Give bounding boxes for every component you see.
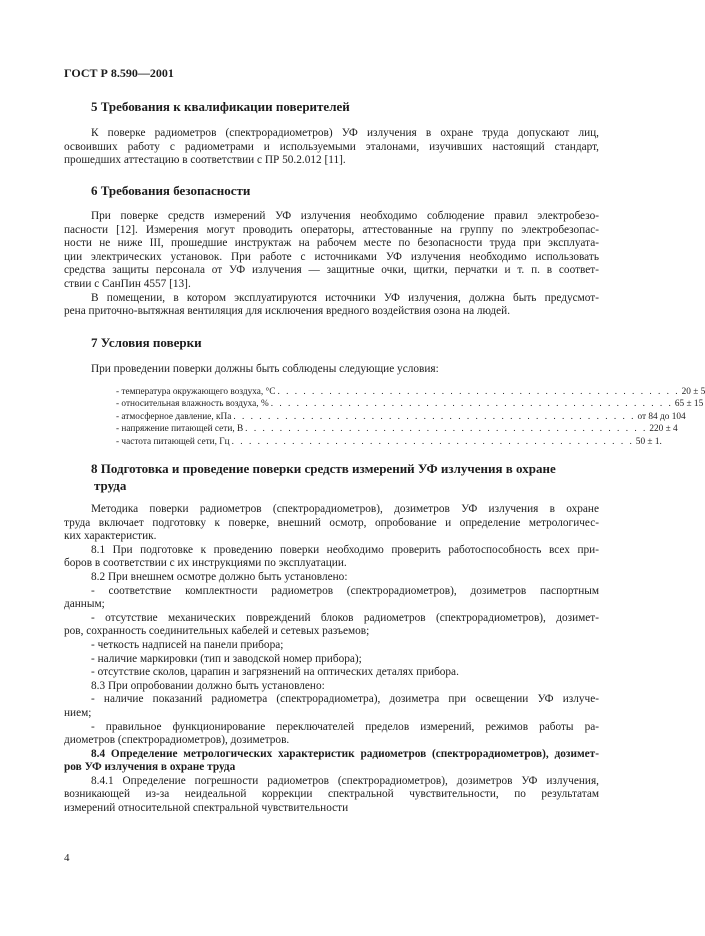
section-7-intro bbox=[64, 363, 599, 377]
condition-value: 65 ± 15 bbox=[674, 399, 704, 410]
condition-value: 220 ± 4 bbox=[649, 424, 678, 435]
text-line: 8.4.1 Определение погрешности радиометров (спектрорадиометров), дозиметров УФ излучения, bbox=[91, 774, 599, 787]
text-line: К поверке радиометров (спектрорадиометров) УФ излучения в охране труда допускают лиц, bbox=[91, 127, 599, 139]
text-line: - отсутствие сколов, царапин и загрязнений на оптических деталях прибора. bbox=[91, 666, 459, 679]
section-5-text bbox=[64, 127, 599, 168]
text-line: ности не ниже III, прошедшие инструктаж на рабочем месте по безопасности труда при эксплуата- bbox=[64, 237, 599, 250]
text-line: В помещении, в котором эксплуатируются источники УФ излучения, должна быть предусмот- bbox=[91, 291, 599, 304]
text-line: При поверке средств измерений УФ излучения необходимо соблюдение правил электробезо- bbox=[91, 210, 599, 222]
condition-value: 50 ± 1. bbox=[635, 436, 662, 447]
text-line: 8.1 При подготовке к проведению поверки необходимо проверить работоспособность всех при- bbox=[91, 543, 599, 556]
text-line: - соответствие комплектности радиометров (спектрорадиометров), дозиметров паспортным bbox=[91, 584, 599, 597]
dot-leader: . . . . . . . . . . . . . . . . . . . . . . . . . . . . . . . . . . . . . . . . . . . . . . . bbox=[231, 436, 634, 447]
text-line: ких характеристик. bbox=[64, 530, 157, 543]
section-8-title bbox=[91, 460, 601, 494]
condition-row bbox=[116, 423, 678, 435]
text-line: - четкость надписей на панели прибора; bbox=[91, 638, 284, 651]
section-8-text bbox=[64, 503, 599, 816]
condition-row bbox=[116, 436, 662, 448]
condition-row bbox=[116, 398, 704, 410]
text-line: рена приточно-вытяжная вентиляция для исключения вредного воздействия озона на людей. bbox=[64, 305, 511, 318]
document-header: ГОСТ Р 8.590—2001 bbox=[64, 66, 174, 80]
section-8-title-line: 8 Подготовка и проведение поверки средств измерений УФ излучения в охране bbox=[91, 461, 556, 476]
dot-leader: . . . . . . . . . . . . . . . . . . . . . . . . . . . . . . . . . . . . . . . . . . . . . . . bbox=[270, 399, 673, 410]
text-line: 8.3 При опробовании должно быть установлено: bbox=[91, 679, 325, 692]
condition-value: 20 ± 5 bbox=[681, 387, 705, 397]
text-line: прошедших аттестацию в соответствии с ПР 50.2.012 [11]. bbox=[64, 154, 346, 167]
condition-label: - относительная влажность воздуха, % bbox=[116, 399, 269, 410]
condition-label: - частота питающей сети, Гц bbox=[116, 436, 230, 447]
text-line: ров, сохранность соединительных кабелей и сетевых разъемов; bbox=[64, 625, 370, 638]
condition-label: - напряжение питающей сети, В bbox=[116, 424, 244, 435]
dot-leader: . . . . . . . . . . . . . . . . . . . . . . . . . . . . . . . . . . . . . . . . . . . . . . . bbox=[233, 411, 636, 422]
text-line: При проведении поверки должны быть соблюдены следующие условия: bbox=[91, 363, 439, 375]
text-line: ции электрических установок. При работе с источниками УФ излучения необходимо использовать bbox=[64, 250, 599, 263]
condition-row bbox=[116, 411, 686, 423]
text-line: - наличие показаний радиометра (спектрорадиометра), дозиметра при освещении УФ излуче- bbox=[91, 693, 599, 706]
dot-leader: . . . . . . . . . . . . . . . . . . . . . . . . . . . . . . . . . . . . . . . . . . . . . . . bbox=[245, 424, 648, 435]
text-line: - отсутствие механических повреждений блоков радиометров (спектрорадиометров), дозимет- bbox=[91, 611, 599, 624]
section-5-title: 5 Требования к квалификации поверителей bbox=[91, 99, 350, 114]
conditions-list bbox=[116, 386, 705, 448]
text-line: средства защиты персонала от УФ излучения — защитные очки, щитки, перчатки и т. п. в соответ- bbox=[64, 264, 599, 277]
text-line: освоивших работу с радиометрами и используемыми эталонами, изучивших настоящий стандарт, bbox=[64, 140, 599, 153]
dot-leader: . . . . . . . . . . . . . . . . . . . . . . . . . . . . . . . . . . . . . . . . . . . . . . . bbox=[277, 387, 680, 397]
page-number: 4 bbox=[64, 852, 70, 864]
text-line: ствии с СанПин 4557 [13]. bbox=[64, 277, 191, 290]
section-6-text bbox=[64, 210, 599, 319]
text-line: измерений относительной спектральной чувствительности bbox=[64, 802, 349, 815]
text-line: диометров (спектрорадиометров), дозиметров. bbox=[64, 734, 290, 747]
section-7-title: 7 Условия поверки bbox=[91, 335, 202, 350]
text-line: пасности [12]. Измерения могут проводить операторы, аттестованные на группу по электробезопас- bbox=[64, 223, 599, 236]
text-line: боров в соответствии с их инструкциями по эксплуатации. bbox=[64, 557, 347, 570]
condition-label: - атмосферное давление, кПа bbox=[116, 411, 232, 422]
text-line: 8.2 При внешнем осмотре должно быть установлено: bbox=[91, 570, 348, 583]
text-line: Методика поверки радиометров (спектрорадиометров), дозиметров УФ излучения в охране bbox=[91, 503, 599, 515]
text-line: ров УФ излучения в охране труда bbox=[64, 761, 236, 774]
condition-value: от 84 до 104 bbox=[637, 411, 686, 422]
condition-label: - температура окружающего воздуха, °С bbox=[116, 387, 276, 397]
text-line: нием; bbox=[64, 706, 92, 719]
text-line: - наличие маркировки (тип и заводской номер прибора); bbox=[91, 652, 362, 665]
condition-row bbox=[116, 386, 705, 398]
text-line: - правильное функционирование переключателей пределов измерений, режимов работы ра- bbox=[91, 720, 599, 733]
text-line: данным; bbox=[64, 598, 105, 611]
section-8-title-line: труда bbox=[94, 478, 127, 493]
text-line: возникающей из-за неидеальной коррекции спектральной чувствительности, по результатам bbox=[64, 788, 599, 801]
section-6-title: 6 Требования безопасности bbox=[91, 183, 251, 198]
text-line: 8.4 Определение метрологических характеристик радиометров (спектрорадиометров), дозимет- bbox=[91, 747, 599, 760]
text-line: труда включает подготовку к поверке, внешний осмотр, опробование и определение метрологичес- bbox=[64, 516, 599, 529]
